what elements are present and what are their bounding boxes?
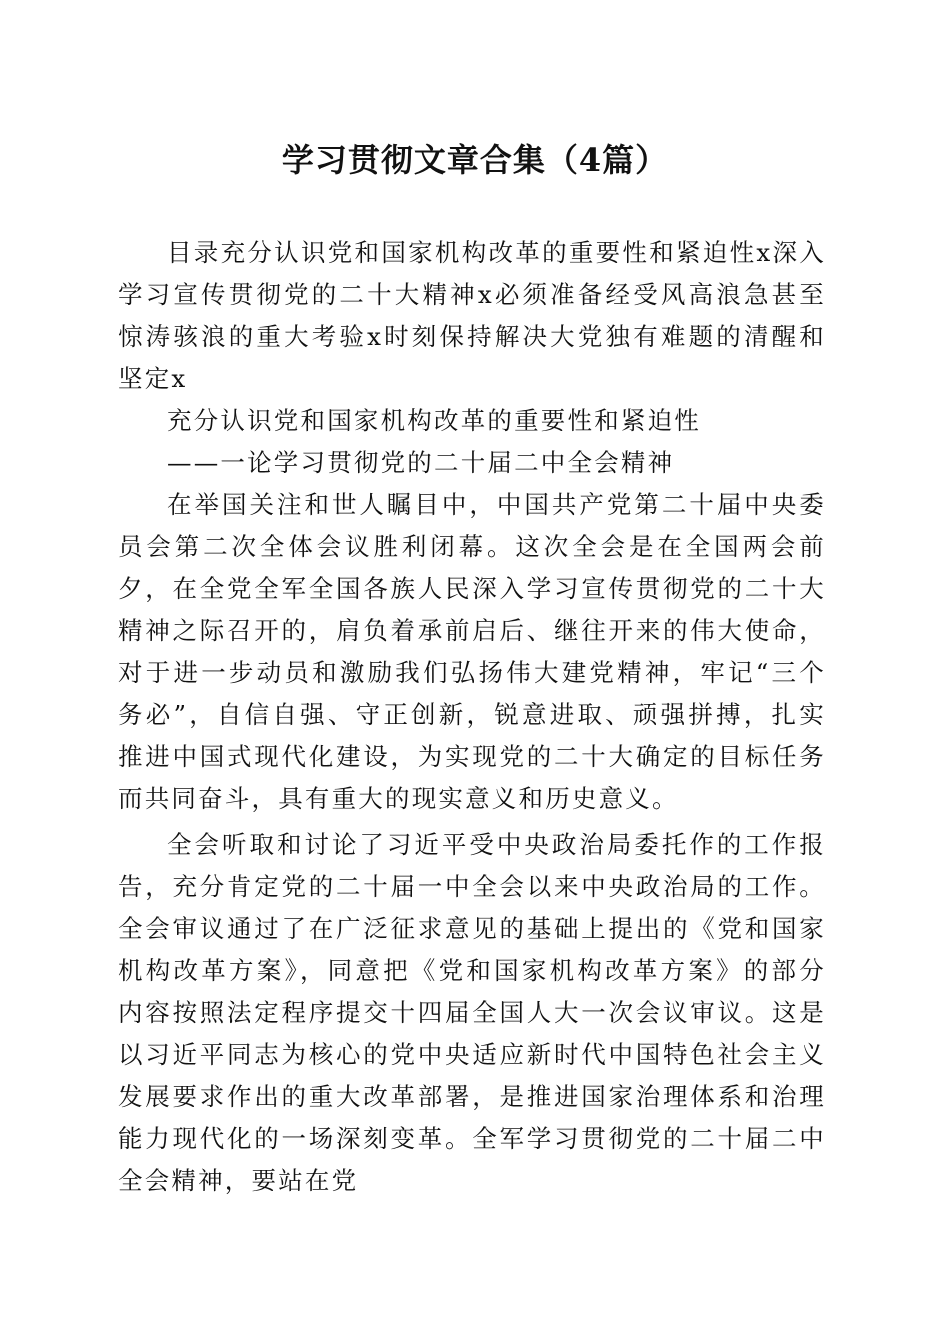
document-body — [118, 232, 826, 1202]
body-paragraph: 全会听取和讨论了习近平受中央政治局委托作的工作报告，充分肯定党的二十届一中全会以来中央政治局的工作。全会审议通过了在广泛征求意见的基础上提出的《党和国家机构改革方案》，同意把《党和国家机构改革方案》的部分内容按照法定程序提交十四届全国人大一次会议审议。这是以习近平同志为核心的党中央适应新时代中国特色社会主义发展要求作出的重大改革部署，是推进国家治理体系和治理能力现代化的一场深刻变革。全军学习贯彻党的二十届二中全会精神，要站在党 — [118, 830, 826, 1195]
article-subheading: ——一论学习贯彻党的二十届二中全会精神 — [167, 448, 675, 477]
toc-paragraph: 目录充分认识党和国家机构改革的重要性和紧迫性x深入学习宣传贯彻党的二十大精神x必须准备经受风高浪急甚至惊涛骇浪的重大考验x时刻保持解决大党独有难题的清醒和坚定x — [118, 238, 826, 393]
document-title: 学习贯彻文章合集（4篇） — [281, 141, 669, 179]
article-heading: 充分认识党和国家机构改革的重要性和紧迫性 — [167, 406, 701, 435]
body-paragraph: 在举国关注和世人瞩目中，中国共产党第二十届中央委员会第二次全体会议胜利闭幕。这次全会是在全国两会前夕，在全党全军全国各族人民深入学习宣传贯彻党的二十大精神之际召开的，肩负着承前启后、继往开来的伟大使命，对于进一步动员和激励我们弘扬伟大建党精神，牢记“三个务必”，自信自强、守正创新，锐意进取、顽强拼搏，扎实推进中国式现代化建设，为实现党的二十大确定的目标任务而共同奋斗，具有重大的现实意义和历史意义。 — [118, 490, 826, 813]
